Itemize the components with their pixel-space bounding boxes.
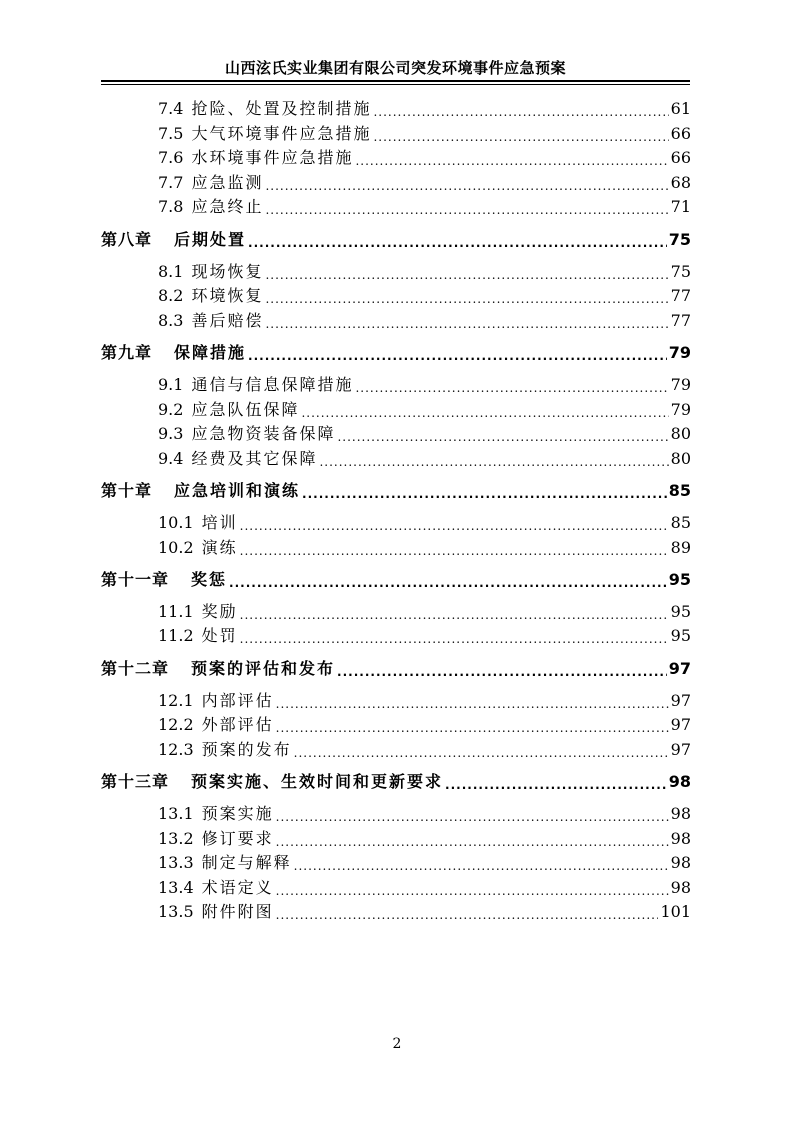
toc-entry-title: 制定与解释 [201,853,292,873]
toc-dot-leader [319,448,668,470]
toc-entry-title: 预案的评估和发布 [191,659,336,678]
toc-entry-title: 抢险、处置及控制措施 [191,99,372,118]
toc-section-entry[interactable] [101,446,691,470]
toc-dot-leader [294,852,669,874]
toc-entry-page: 95 [668,570,691,590]
toc-entry-number: 7.7 [158,172,184,192]
toc-dot-leader [302,480,667,502]
toc-entry-title: 保障措施 [174,343,247,363]
toc-chapter-entry[interactable] [101,478,691,502]
toc-dot-leader [355,374,668,396]
toc-entry-title: 预案的发布 [201,739,292,759]
toc-entry-number: 10.1 [158,513,194,532]
toc-dot-leader [265,172,668,194]
toc-section-entry[interactable] [101,145,691,169]
toc-entry-title: 应急终止 [191,197,264,217]
toc-section-entry[interactable] [101,688,691,712]
toc-entry-page: 95 [670,626,691,646]
toc-entry-title: 现场恢复 [191,261,264,281]
toc-entry-page: 68 [670,172,691,192]
toc-dot-leader [240,601,669,623]
toc-section-entry[interactable] [101,308,691,332]
toc-entry-title: 应急监测 [191,172,264,192]
header-rule-thin [101,84,690,85]
toc-dot-leader [229,569,667,591]
toc-dot-leader [276,828,669,850]
toc-entry-number: 13.5 [158,902,194,922]
toc-dot-leader [276,803,669,825]
toc-dot-leader [301,399,668,421]
toc-entry-page: 85 [668,481,691,501]
toc-entry-title: 预案实施、生效时间和更新要求 [191,772,444,792]
toc-entry-page: 98 [670,828,691,848]
toc-entry-title: 应急队伍保障 [191,399,300,419]
toc-entry-title: 通信与信息保障措施 [191,375,354,394]
page-number: 2 [392,1036,402,1052]
toc-chapter-entry[interactable] [101,567,691,591]
toc-entry-page: 77 [670,286,691,306]
toc-entry-number: 7.8 [158,197,184,217]
toc-entry-title: 预案实施 [201,804,274,823]
toc-entry-number: 7.6 [158,148,184,168]
toc-entry-page: 77 [670,310,691,330]
toc-dot-leader [248,229,667,251]
toc-section-entry[interactable] [101,712,691,736]
toc-entry-number: 9.1 [158,375,184,394]
toc-dot-leader [276,877,669,899]
toc-chapter-entry[interactable] [101,769,691,793]
toc-entry-page: 61 [670,99,691,118]
toc-dot-leader [265,261,668,283]
toc-entry-title: 修订要求 [201,828,274,848]
toc-entry-page: 71 [670,197,691,217]
toc-dot-leader [276,690,669,712]
toc-entry-title: 环境恢复 [191,286,264,306]
toc-entry-page: 85 [670,513,691,532]
toc-entry-title: 处罚 [201,626,238,646]
toc-entry-number: 13.4 [158,877,194,897]
toc-entry-number: 12.2 [158,715,194,735]
toc-entry-number: 11.1 [158,601,194,621]
toc-entry-page: 79 [670,399,691,419]
toc-section-entry[interactable] [101,397,691,421]
toc-entry-number: 7.4 [158,99,184,118]
toc-dot-leader [337,423,668,445]
toc-entry-page: 97 [670,690,691,710]
toc-dot-leader [355,147,668,169]
toc-entry-title: 水环境事件应急措施 [191,148,354,168]
toc-entry-page: 101 [660,902,691,922]
toc-entry-number: 第十三章 [101,772,170,792]
toc-dot-leader [240,537,669,559]
toc-dot-leader [294,739,669,761]
toc-section-entry[interactable] [101,121,691,145]
toc-section-entry[interactable] [101,826,691,850]
toc-entry-title: 内部评估 [201,690,274,710]
toc-section-entry[interactable] [101,259,691,283]
toc-section-entry[interactable] [101,96,691,120]
toc-entry-title: 大气环境事件应急措施 [191,123,372,143]
toc-entry-page: 80 [670,448,691,468]
toc-chapter-entry[interactable] [101,227,691,251]
toc-entry-number: 第十一章 [101,570,170,590]
toc-entry-page: 80 [670,424,691,444]
toc-entry-number: 第九章 [101,343,153,363]
toc-entry-title: 奖惩 [191,570,228,590]
toc-dot-leader [265,196,668,218]
toc-section-entry[interactable] [101,170,691,194]
toc-entry-page: 98 [668,772,691,792]
toc-entry-number: 12.1 [158,690,194,710]
toc-entry-page: 79 [668,343,691,363]
toc-entry-number: 8.2 [158,286,184,306]
toc-entry-title: 奖励 [201,601,238,621]
toc-entry-number: 7.5 [158,123,184,143]
toc-section-entry[interactable] [101,801,691,825]
toc-entry-page: 98 [670,853,691,873]
toc-entry-number: 8.1 [158,261,184,281]
toc-entry-number: 8.3 [158,310,184,330]
toc-entry-number: 13.3 [158,853,194,873]
toc-entry-page: 98 [670,877,691,897]
toc-entry-title: 附件附图 [201,902,274,922]
toc-entry-number: 9.2 [158,399,184,419]
toc-section-entry[interactable] [101,875,691,899]
toc-entry-number: 9.4 [158,448,184,468]
toc-section-entry[interactable] [101,372,691,396]
toc-entry-title: 术语定义 [201,877,274,897]
toc-entry-title: 演练 [201,537,238,557]
toc-entry-title: 善后赔偿 [191,310,264,330]
toc-entry-page: 79 [670,375,691,394]
toc-section-entry[interactable] [101,421,691,445]
toc-section-entry[interactable] [101,737,691,761]
toc-section-entry[interactable] [101,899,691,923]
toc-section-entry[interactable] [101,535,691,559]
toc-entry-title: 培训 [201,513,238,532]
toc-dot-leader [265,310,668,332]
toc-entry-title: 应急培训和演练 [174,481,301,501]
toc-dot-leader [373,98,668,120]
toc-dot-leader [240,625,669,647]
toc-section-entry[interactable] [101,194,691,218]
toc-entry-number: 13.2 [158,828,194,848]
toc-dot-leader [265,285,668,307]
toc-entry-number: 第十二章 [101,659,170,678]
toc-section-entry[interactable] [101,283,691,307]
toc-section-entry[interactable] [101,510,691,534]
toc-dot-leader [240,512,669,534]
toc-dot-leader [276,714,669,736]
toc-dot-leader [373,123,668,145]
toc-dot-leader [248,342,667,364]
toc-entry-page: 98 [670,804,691,823]
toc-entry-page: 97 [668,659,691,678]
toc-entry-page: 75 [670,261,691,281]
toc-entry-number: 第八章 [101,230,153,249]
toc-section-entry[interactable] [101,850,691,874]
toc-dot-leader [337,658,667,680]
toc-entry-title: 后期处置 [174,230,247,249]
toc-entry-page: 97 [670,715,691,735]
toc-section-entry[interactable] [101,623,691,647]
toc-entry-number: 12.3 [158,739,194,759]
toc-dot-leader [445,771,667,793]
header-rule [101,80,690,82]
toc-entry-title: 外部评估 [201,715,274,735]
toc-entry-page: 89 [670,537,691,557]
toc-dot-leader [276,901,659,923]
toc-entry-page: 75 [668,230,691,249]
toc-entry-page: 97 [670,739,691,759]
toc-entry-title: 应急物资装备保障 [191,424,336,444]
toc-entry-page: 95 [670,601,691,621]
document-header: 山西泫氏实业集团有限公司突发环境事件应急预案 [224,59,566,77]
toc-entry-number: 13.1 [158,804,194,823]
toc-entry-number: 9.3 [158,424,184,444]
toc-entry-number: 第十章 [101,481,153,501]
toc-entry-title: 经费及其它保障 [191,448,318,468]
toc-entry-number: 11.2 [158,626,194,646]
toc-section-entry[interactable] [101,599,691,623]
toc-chapter-entry[interactable] [101,656,691,680]
toc-entry-page: 66 [670,123,691,143]
toc-chapter-entry[interactable] [101,340,691,364]
toc-entry-page: 66 [670,148,691,168]
toc-entry-number: 10.2 [158,537,194,557]
